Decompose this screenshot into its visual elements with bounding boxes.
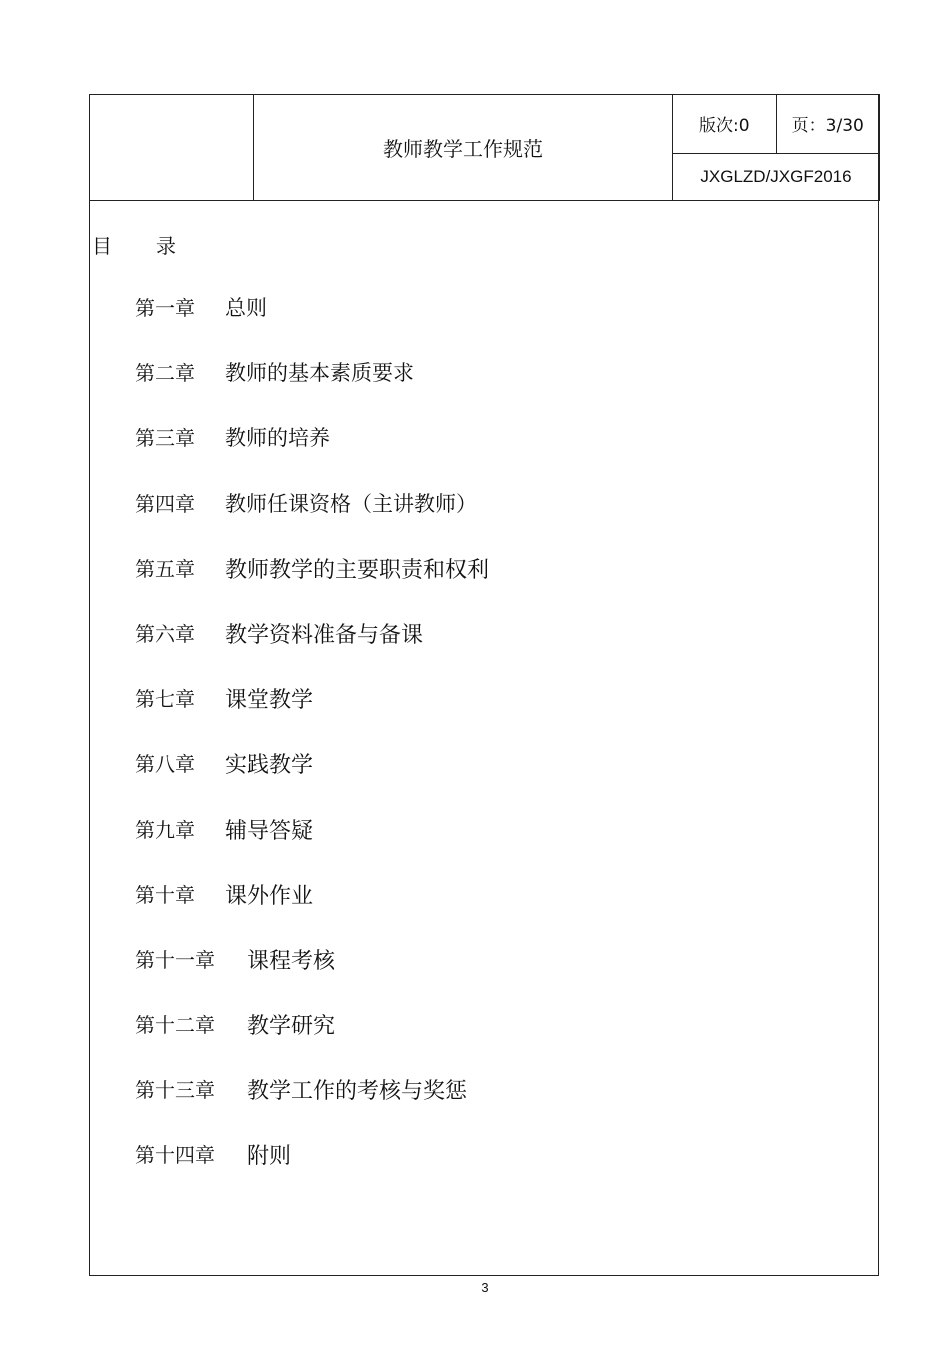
version-label: 版次:0 bbox=[673, 95, 777, 154]
toc-chapter-title: 课程考核 bbox=[247, 948, 336, 974]
toc-list bbox=[135, 292, 489, 1205]
toc-item bbox=[135, 879, 489, 944]
toc-chapter-title: 辅导答疑 bbox=[225, 818, 314, 844]
toc-chapter-title: 教师任课资格（主讲教师） bbox=[225, 491, 477, 516]
page-number: 3 bbox=[481, 1280, 489, 1295]
toc-item bbox=[135, 618, 489, 683]
toc-chapter-number: 第十一章 bbox=[135, 947, 215, 972]
toc-item bbox=[135, 683, 489, 748]
toc-chapter-number: 第三章 bbox=[135, 426, 195, 451]
toc-item bbox=[135, 422, 489, 487]
toc-chapter-number: 第六章 bbox=[135, 621, 195, 646]
toc-item bbox=[135, 357, 489, 422]
toc-chapter-number: 第八章 bbox=[135, 752, 195, 777]
toc-item bbox=[135, 748, 489, 813]
toc-item bbox=[135, 488, 489, 553]
toc-chapter-title: 课堂教学 bbox=[225, 688, 314, 714]
toc-chapter-title: 教学研究 bbox=[247, 1014, 336, 1040]
toc-chapter-title: 实践教学 bbox=[225, 753, 314, 779]
toc-chapter-number: 第二章 bbox=[135, 361, 195, 386]
toc-chapter-title: 教师教学的主要职责和权利 bbox=[225, 557, 490, 583]
page-count-label: 页：3/30 bbox=[776, 95, 880, 154]
toc-chapter-title: 总则 bbox=[225, 296, 267, 320]
toc-chapter-number: 第十四章 bbox=[135, 1143, 215, 1168]
toc-heading bbox=[92, 230, 176, 259]
toc-heading-part-a: 目 bbox=[92, 234, 112, 258]
document-code: JXGLZD/JXGF2016 bbox=[673, 153, 880, 200]
toc-chapter-number: 第十章 bbox=[135, 882, 195, 907]
toc-item bbox=[135, 944, 489, 1009]
toc-chapter-title: 教师的基本素质要求 bbox=[225, 361, 414, 386]
toc-chapter-title: 教师的培养 bbox=[225, 426, 330, 451]
toc-chapter-number: 第五章 bbox=[135, 556, 195, 581]
toc-item bbox=[135, 292, 489, 357]
toc-item bbox=[135, 1074, 489, 1139]
toc-item bbox=[135, 814, 489, 879]
toc-chapter-number: 第一章 bbox=[135, 296, 195, 320]
toc-chapter-number: 第四章 bbox=[135, 491, 195, 516]
toc-chapter-title: 课外作业 bbox=[225, 883, 314, 909]
toc-chapter-number: 第十二章 bbox=[135, 1013, 215, 1038]
toc-item bbox=[135, 553, 489, 618]
toc-chapter-title: 教学资料准备与备课 bbox=[225, 622, 424, 648]
toc-item bbox=[135, 1009, 489, 1074]
document-header-table bbox=[89, 94, 880, 201]
toc-chapter-number: 第九章 bbox=[135, 817, 195, 842]
toc-heading-part-b: 录 bbox=[156, 234, 176, 258]
toc-chapter-number: 第十三章 bbox=[135, 1078, 215, 1103]
logo-cell bbox=[90, 95, 254, 201]
toc-chapter-number: 第七章 bbox=[135, 687, 195, 712]
toc-chapter-title: 教学工作的考核与奖惩 bbox=[247, 1079, 468, 1105]
document-title: 教师教学工作规范 bbox=[254, 95, 673, 201]
toc-chapter-title: 附则 bbox=[247, 1144, 292, 1170]
toc-item bbox=[135, 1139, 489, 1204]
